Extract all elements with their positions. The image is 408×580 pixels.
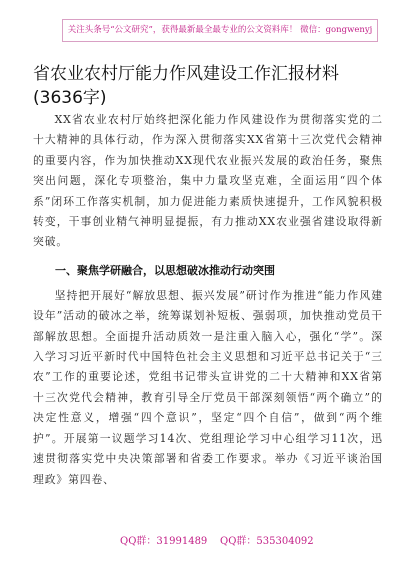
qq-group-2: QQ群：535304092 (220, 536, 314, 547)
promo-banner: 关注头条号“公文研究”，获得最新最全最专业的公文资料库！ 微信：gongwenyj (62, 19, 378, 42)
section-paragraph: 坚持把开展好“解放思想、振兴发展”研讨作为推进“能力作风建设年”活动的破冰之举，统筹谋划补短板、强弱项，加快推动党员干部解放思想。全面提升活动质效一是注重入脑入心，强化“学”。深入学习习近平新时代中国特色社会主义思想和习近平总书记关于“三农”工作的重要论述，党组书记带头宣讲党的二十大精神和XX省第十三次党代会精神，教育引导全厅党员干部深刻领悟“两个确立”的决定性意义，增强“四个意识”，坚定“四个自信”，做到“两个维护”。开展第一议题学习14次、党组理论学习中心组学习11次，迅速贯彻落实党中央决策部署和省委工作要求。举办《习近平谈治国理政》第四卷、 (33, 288, 383, 486)
intro-paragraph: XX省农业农村厅始终把深化能力作风建设作为贯彻落实党的二十大精神的具体行动，作为深入贯彻落实XX省第十三次党代会精神的重要内容，作为加快推动XX现代农业振兴发展的政治任务，聚焦突出问题，深化专项整治，集中力量攻坚克难，全面运用“四个体系”闭环工作落实机制，加力促进能力素质快速提升，工作风貌积极转变，干事创业精气神明显提振，有力推动XX农业强省建设取得新突破。 (33, 113, 383, 249)
document-body (33, 110, 383, 490)
qq-group-1: QQ群：31991489 (120, 536, 208, 547)
footer (0, 533, 408, 551)
section-heading: 一、聚焦学研融合，以思想破冰推动行动突围 (55, 263, 275, 277)
document-title: 省农业农村厅能力作风建设工作汇报材料(3636字) (33, 64, 339, 108)
